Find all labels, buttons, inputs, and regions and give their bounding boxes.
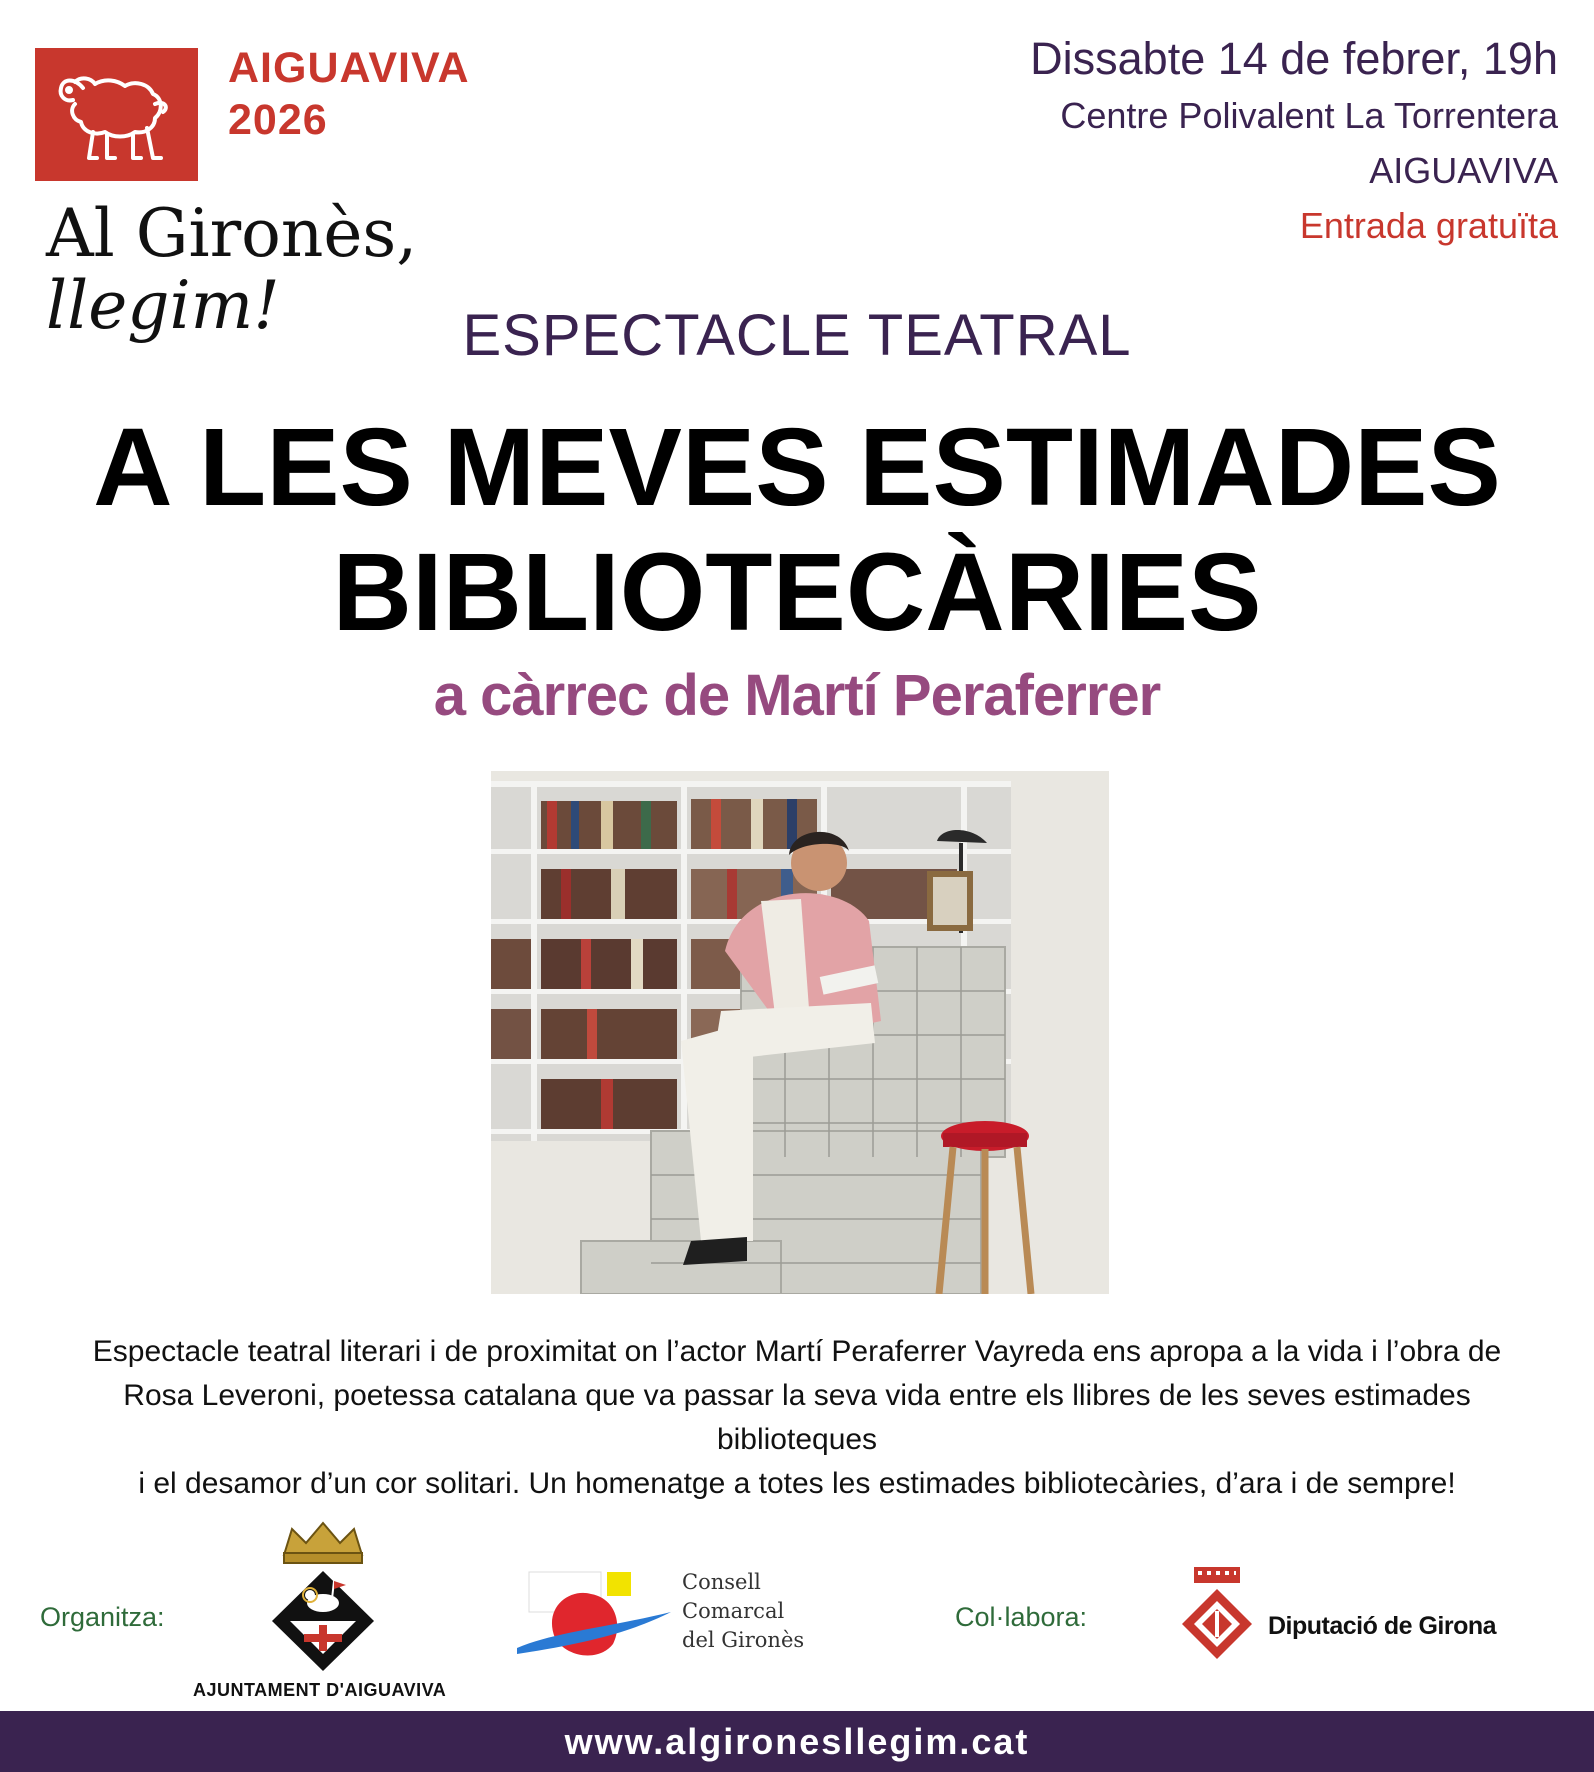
performance-photo: [491, 771, 1109, 1294]
show-kicker: ESPECTACLE TEATRAL: [462, 303, 1132, 368]
show-title-line-1: A LES MEVES ESTIMADES: [93, 406, 1501, 529]
description-line-1: Espectacle teatral literari i de proximitat on l’actor Martí Peraferrer Vayreda ens apropa a la vida i l’obra de: [92, 1335, 1502, 1368]
campaign-line-1: Al Gironès,: [46, 195, 418, 272]
show-title: [0, 405, 1594, 655]
consell-comarcal-logo-icon: [515, 1568, 675, 1658]
event-place: AIGUAVIVA: [1369, 150, 1558, 191]
show-description: [60, 1330, 1534, 1506]
event-entry: Entrada gratuïta: [1299, 205, 1558, 246]
event-date: Dissabte 14 de febrer, 19h: [1030, 33, 1558, 84]
year: 2026: [228, 96, 328, 144]
council-line-2: Comarcal: [682, 1599, 785, 1623]
organizer-label: Organitza:: [40, 1602, 165, 1632]
campaign-line-2: llegim!: [46, 267, 280, 344]
council-line-1: Consell: [682, 1570, 761, 1594]
council-line-3: del Gironès: [682, 1628, 805, 1652]
organizer-name: AJUNTAMENT D'AIGUAVIVA: [193, 1680, 447, 1700]
event-info: [1030, 30, 1558, 253]
footer-url-link[interactable]: www.algironesllegim.cat: [564, 1721, 1030, 1762]
show-title-line-2: BIBLIOTECÀRIES: [332, 531, 1262, 654]
town-name: AIGUAVIVA: [228, 44, 470, 92]
show-byline: a càrrec de Martí Peraferrer: [433, 663, 1161, 728]
event-venue: Centre Polivalent La Torrentera: [1060, 95, 1558, 136]
aiguaviva-badge: [35, 48, 198, 181]
aiguaviva-coat-of-arms-icon: [270, 1515, 376, 1675]
collaborator-name: Diputació de Girona: [1268, 1612, 1497, 1640]
collaborator-label: Col·labora:: [955, 1602, 1088, 1632]
town-year-title: [228, 42, 470, 146]
sheep-icon: [35, 48, 198, 181]
description-line-2: Rosa Leveroni, poetessa catalana que va passar la seva vida entre els llibres de les seves estimades biblioteques: [123, 1379, 1471, 1456]
description-line-3: i el desamor d’un cor solitari. Un homenatge a totes les estimades bibliotecàries, d’ara i de sempre!: [138, 1467, 1456, 1500]
council-name: [682, 1568, 804, 1655]
diputacio-girona-logo-icon: [1180, 1565, 1254, 1667]
